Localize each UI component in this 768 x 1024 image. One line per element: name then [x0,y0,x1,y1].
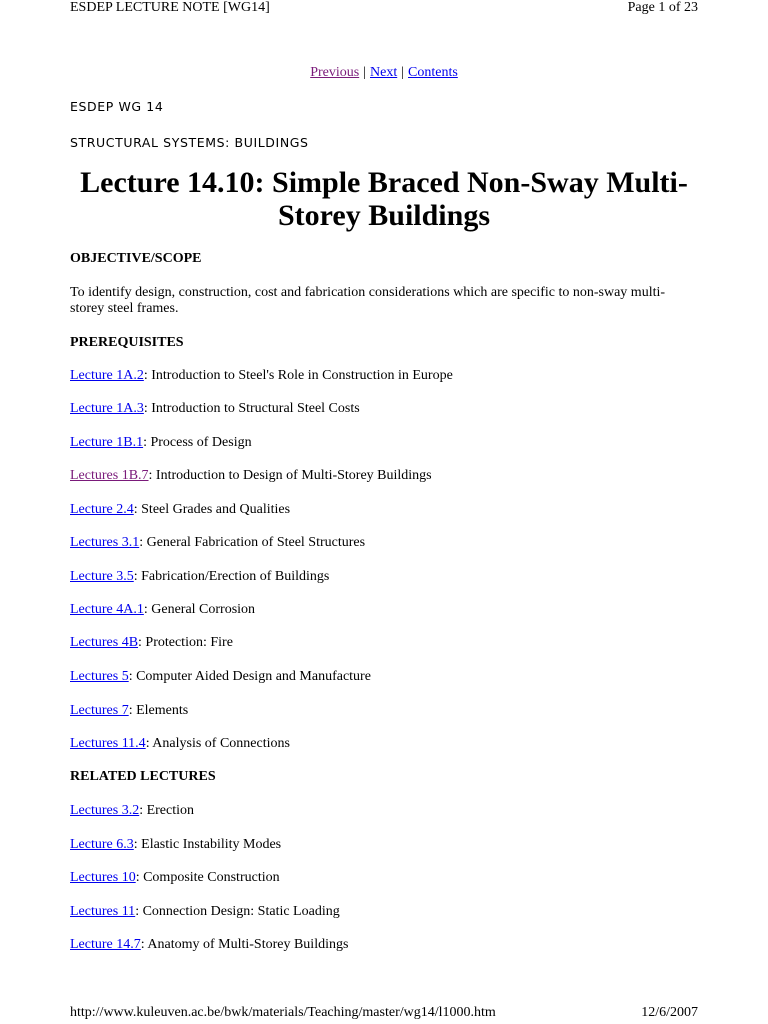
objective-text: To identify design, construction, cost and fabrication considerations which are specific to non-sway multi-storey steel frames. [70,285,666,316]
lecture-link[interactable]: Lectures 1B.7 [70,468,149,483]
lecture-link[interactable]: Lectures 11 [70,904,136,919]
lecture-description: : Analysis of Connections [145,736,290,751]
page-footer [70,1005,698,1021]
lecture-link[interactable]: Lectures 4B [70,635,139,650]
source-url: http://www.kuleuven.ac.be/bwk/materials/Teaching/master/wg14/l1000.htm [70,1005,496,1020]
lecture-link[interactable]: Lecture 6.3 [70,837,134,852]
related-lectures-heading: RELATED LECTURES [70,769,216,784]
lecture-description: : Computer Aided Design and Manufacture [128,669,371,684]
working-group-label: ESDEP WG 14 [70,99,164,114]
lecture-link[interactable]: Lecture 1A.2 [70,368,144,383]
nav-separator: | [401,65,405,80]
lecture-description: : Anatomy of Multi-Storey Buildings [140,937,349,952]
list-item [70,736,290,752]
lecture-description: : Connection Design: Static Loading [135,904,340,919]
list-item [70,602,255,618]
lecture-description: : Introduction to Steel's Role in Construction in Europe [143,368,453,383]
lecture-description: : Process of Design [143,435,252,450]
title-line-2: Storey Buildings [277,199,490,232]
lecture-description: : Introduction to Structural Steel Costs [143,401,360,416]
lecture-description: : Steel Grades and Qualities [133,502,291,517]
list-item [70,401,360,417]
lecture-link[interactable]: Lecture 1B.1 [70,435,144,450]
objective-heading: OBJECTIVE/SCOPE [70,251,202,266]
list-item [70,368,453,384]
lecture-description: : Protection: Fire [138,635,233,650]
contents-link[interactable]: Contents [408,65,458,80]
lecture-link[interactable]: Lectures 3.1 [70,535,140,550]
lecture-description: : Composite Construction [135,870,280,885]
nav-separator: | [363,65,366,80]
lecture-description: : Introduction to Design of Multi-Storey Buildings [148,468,432,483]
lecture-description: : General Corrosion [143,602,256,617]
lecture-description: : Erection [139,803,195,818]
lecture-link[interactable]: Lectures 11.4 [70,736,146,751]
document-label: ESDEP LECTURE NOTE [WG14] [70,0,270,15]
lecture-link[interactable]: Lecture 2.4 [70,502,134,517]
subject-label: STRUCTURAL SYSTEMS: BUILDINGS [70,135,309,150]
lecture-link[interactable]: Lecture 1A.3 [70,401,144,416]
list-item [70,569,329,585]
lecture-description: : Fabrication/Erection of Buildings [133,569,330,584]
title-line-1: Lecture 14.10: Simple Braced Non-Sway Multi- [80,166,688,199]
lecture-link[interactable]: Lectures 10 [70,870,136,885]
list-item [70,535,365,551]
list-item [70,635,233,651]
list-item [70,803,194,819]
page-header [70,0,698,20]
list-item [70,703,188,719]
lecture-link[interactable]: Lectures 3.2 [70,803,140,818]
list-item [70,937,348,953]
lecture-link[interactable]: Lectures 5 [70,669,129,684]
previous-link[interactable]: Previous [310,65,360,80]
list-item [70,870,280,886]
list-item [70,837,281,853]
lecture-link[interactable]: Lecture 14.7 [70,937,141,952]
print-date: 12/6/2007 [641,1005,698,1020]
lecture-description: : Elements [128,703,189,718]
lecture-description: : General Fabrication of Steel Structures [139,535,366,550]
page-title [70,166,698,232]
list-item [70,904,340,920]
navigation-bar [0,64,768,82]
list-item [70,502,290,518]
lecture-description: : Elastic Instability Modes [133,837,282,852]
lecture-link[interactable]: Lecture 4A.1 [70,602,144,617]
lecture-link[interactable]: Lectures 7 [70,703,129,718]
prerequisites-heading: PREREQUISITES [70,335,184,350]
page-counter: Page 1 of 23 [627,0,698,15]
list-item [70,669,371,685]
list-item [70,435,252,451]
list-item [70,468,432,484]
lecture-link[interactable]: Lecture 3.5 [70,569,134,584]
next-link[interactable]: Next [370,65,398,80]
